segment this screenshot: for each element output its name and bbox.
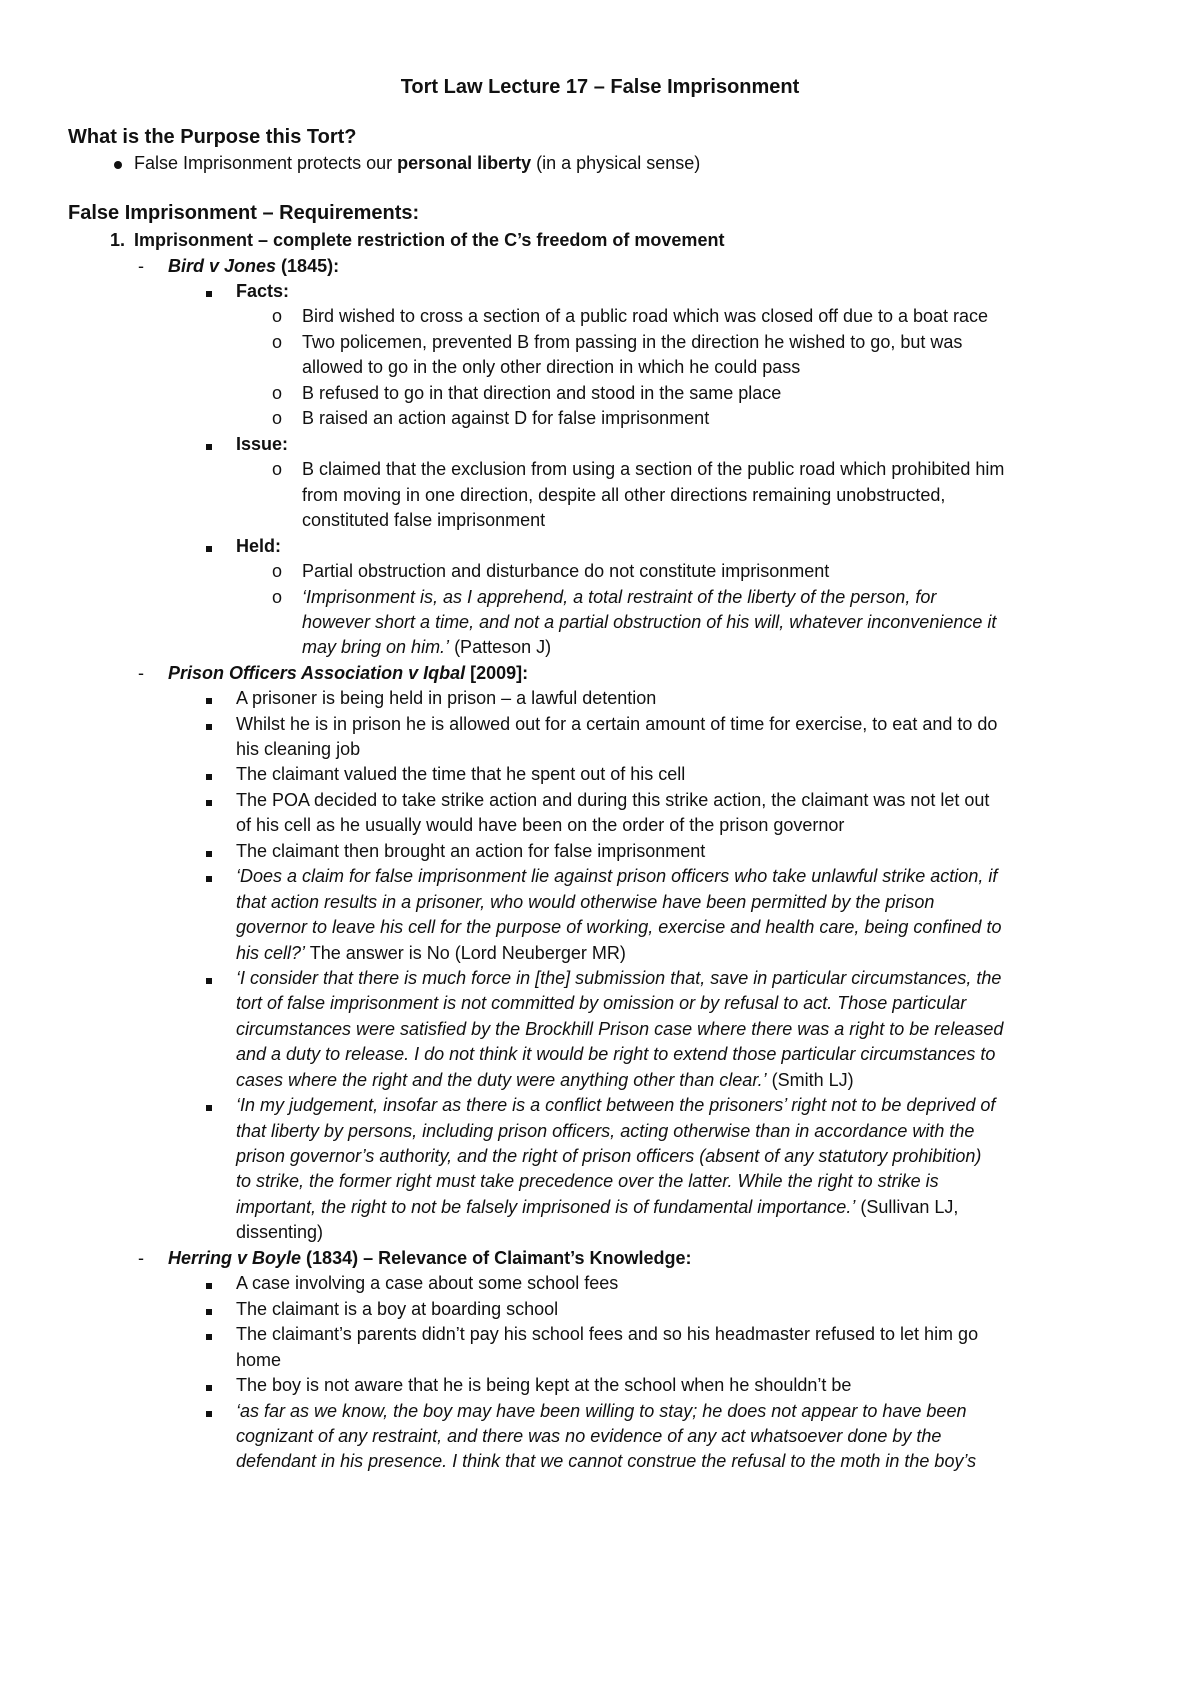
purpose-bullet-emphasis: personal liberty: [397, 153, 532, 173]
herring-point: A case involving a case about some school fees: [236, 1273, 619, 1293]
held-line: Partial obstruction and disturbance do not constitute imprisonment: [302, 561, 830, 581]
poa-point: The POA decided to take strike action and during this strike action, the claimant was not let out: [236, 790, 990, 810]
circle-marker: o: [272, 332, 283, 352]
herring-quote-line: defendant in his presence. I think that we cannot construe the refusal to the moth in the boy’s: [236, 1451, 977, 1471]
dash-marker: -: [138, 663, 144, 683]
poa-quote-line: ‘I consider that there is much force in [the] submission that, save in particular circumstances, the: [236, 968, 1002, 988]
square-bullet: [206, 965, 212, 991]
square-bullet: [206, 1321, 212, 1347]
herring-point: The claimant’s parents didn’t pay his school fees and so his headmaster refused to let him go: [236, 1324, 979, 1344]
poa-citation: (Smith LJ): [766, 1070, 854, 1090]
herring-point: The claimant is a boy at boarding school: [236, 1299, 559, 1319]
herring-point: home: [236, 1350, 282, 1370]
square-bullet: [206, 838, 212, 864]
poa-point: his cleaning job: [236, 739, 361, 759]
square-bullet: [206, 787, 212, 813]
square-bullet: [206, 431, 212, 457]
poa-quote-end: [236, 1067, 854, 1093]
dash-marker: -: [138, 1248, 144, 1268]
poa-quote-line: prison governor’s authority, and the right of prison officers (absent of any statutory prohibition): [236, 1146, 982, 1166]
circle-marker: o: [272, 408, 283, 428]
purpose-bullet-text: False Imprisonment protects our: [134, 153, 398, 173]
issue-line: constituted false imprisonment: [302, 510, 546, 530]
poa-quote-line: circumstances were satisfied by the Brockhill Prison case where there was a right to be released: [236, 1019, 1004, 1039]
circle-marker: o: [272, 306, 283, 326]
held-quote-text: may bring on him.’: [302, 637, 450, 657]
poa-quote-end: [236, 1194, 958, 1220]
held-quote-line: however short a time, and not a partial obstruction of his will, whatever inconvenience it: [302, 612, 997, 632]
poa-quote-line: tort of false imprisonment is not committed by omission or by refusal to act. Those particular: [236, 993, 967, 1013]
square-bullet: [206, 761, 212, 787]
square-bullet: [206, 1270, 212, 1296]
poa-citation: The answer is No (Lord Neuberger MR): [305, 943, 626, 963]
requirements-heading: False Imprisonment – Requirements:: [68, 202, 420, 224]
fact-line: B refused to go in that direction and stood in the same place: [302, 383, 782, 403]
poa-quote-line: to strike, the former right must take precedence over the latter. While the right to strike is: [236, 1171, 939, 1191]
square-bullet: [206, 685, 212, 711]
purpose-bullet-tail: (in a physical sense): [531, 153, 701, 173]
square-bullet: [206, 1398, 212, 1424]
requirement-text: Imprisonment – complete restriction of the C’s freedom of movement: [134, 230, 725, 250]
issue-line: B claimed that the exclusion from using a section of the public road which prohibited him: [302, 459, 1005, 479]
case-name: Herring v Boyle: [168, 1248, 302, 1268]
circle-marker: o: [272, 587, 283, 607]
issue-label: Issue:: [236, 434, 289, 454]
fact-line: Bird wished to cross a section of a public road which was closed off due to a boat race: [302, 306, 989, 326]
poa-quote-line: that action results in a prisoner, who would otherwise have been permitted by the prison: [236, 892, 935, 912]
held-label: Held:: [236, 536, 281, 556]
herring-quote-line: cognizant of any restraint, and there was no evidence of any act whatsoever done by the: [236, 1426, 942, 1446]
square-bullet: [206, 863, 212, 889]
poa-quote-line: governor to leave his cell for the purpose of working, exercise and health care, being confined to: [236, 917, 1002, 937]
fact-line: allowed to go in the only other direction in which he could pass: [302, 357, 801, 377]
herring-quote-line: ‘as far as we know, the boy may have been willing to stay; he does not appear to have been: [236, 1401, 967, 1421]
case-year: [2009]:: [465, 663, 529, 683]
purpose-bullet: [134, 150, 700, 176]
square-bullet: [206, 711, 212, 737]
purpose-heading: What is the Purpose this Tort?: [68, 126, 357, 148]
poa-quote-line: that liberty by persons, including prison officers, acting otherwise than in accordance with the: [236, 1121, 975, 1141]
circle-marker: o: [272, 383, 283, 403]
square-bullet: [206, 533, 212, 559]
document-title: Tort Law Lecture 17 – False Imprisonment: [400, 76, 800, 98]
issue-line: from moving in one direction, despite all other directions remaining unobstructed,: [302, 485, 946, 505]
case-heading-herring: [168, 1245, 692, 1271]
poa-quote-text: important, the right to not be falsely imprisoned is of fundamental importance.’: [236, 1197, 856, 1217]
poa-quote-line: and a duty to release. I do not think it would be right to extend those particular circumstances to: [236, 1044, 996, 1064]
poa-point: The claimant then brought an action for false imprisonment: [236, 841, 706, 861]
case-heading-bird: [168, 253, 339, 279]
case-name: Prison Officers Association v Iqbal: [168, 663, 466, 683]
poa-citation-cont: dissenting): [236, 1222, 324, 1242]
held-quote-line: ‘Imprisonment is, as I apprehend, a total restraint of the liberty of the person, for: [302, 587, 937, 607]
circle-marker: o: [272, 459, 283, 479]
poa-citation: (Sullivan LJ,: [855, 1197, 959, 1217]
poa-quote-line: ‘Does a claim for false imprisonment lie against prison officers who take unlawful strike action, if: [236, 866, 998, 886]
poa-point: The claimant valued the time that he spent out of his cell: [236, 764, 686, 784]
square-bullet: [206, 1092, 212, 1118]
case-year: (1845):: [276, 256, 340, 276]
bullet-dot: [114, 150, 122, 176]
requirement-number: 1.: [110, 230, 126, 250]
square-bullet: [206, 278, 212, 304]
poa-quote-text: cases where the right and the duty were anything other than clear.’: [236, 1070, 767, 1090]
herring-point: The boy is not aware that he is being kept at the school when he shouldn’t be: [236, 1375, 852, 1395]
case-name: Bird v Jones: [168, 256, 277, 276]
held-citation: (Patteson J): [449, 637, 552, 657]
circle-marker: o: [272, 561, 283, 581]
case-year: (1834) – Relevance of Claimant’s Knowledge:: [301, 1248, 692, 1268]
facts-label: Facts:: [236, 281, 290, 301]
fact-line: Two policemen, prevented B from passing in the direction he wished to go, but was: [302, 332, 963, 352]
poa-quote-text: his cell?’: [236, 943, 306, 963]
poa-point: A prisoner is being held in prison – a lawful detention: [236, 688, 657, 708]
square-bullet: [206, 1296, 212, 1322]
fact-line: B raised an action against D for false imprisonment: [302, 408, 710, 428]
poa-point: of his cell as he usually would have been on the order of the prison governor: [236, 815, 845, 835]
poa-quote-end: [236, 940, 626, 966]
poa-point: Whilst he is in prison he is allowed out for a certain amount of time for exercise, to eat and to do: [236, 714, 998, 734]
dash-marker: -: [138, 256, 144, 276]
case-heading-poa: [168, 660, 528, 686]
poa-quote-line: ‘In my judgement, insofar as there is a conflict between the prisoners’ right not to be deprived of: [236, 1095, 996, 1115]
square-bullet: [206, 1372, 212, 1398]
held-quote-end: [302, 634, 551, 660]
